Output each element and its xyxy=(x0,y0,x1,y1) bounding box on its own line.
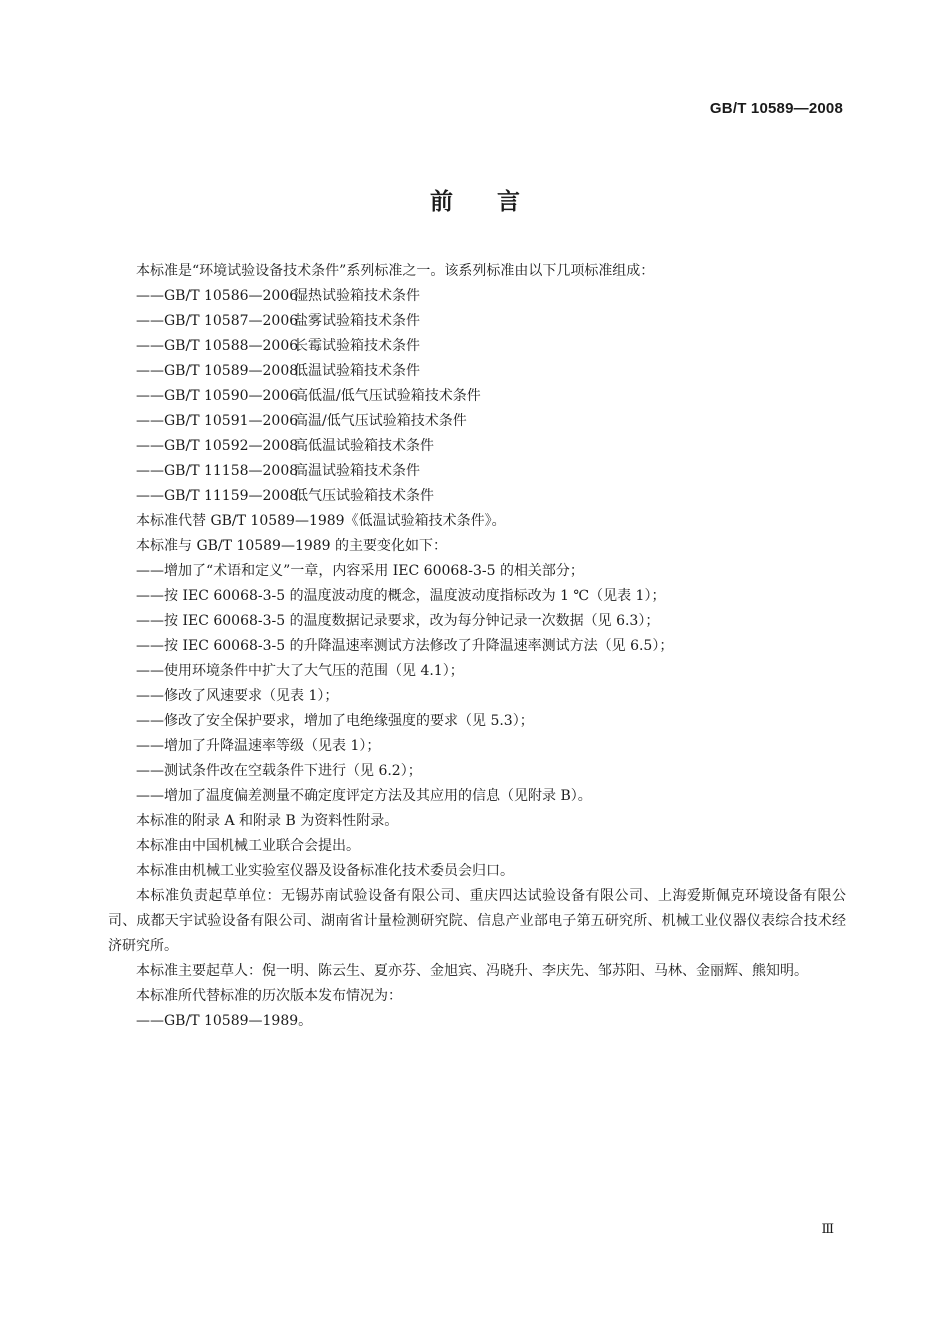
annex-paragraph: 本标准的附录 A 和附录 B 为资料性附录。 xyxy=(136,813,399,829)
standard-name: 湿热试验箱技术条件 xyxy=(294,288,420,304)
replaces-paragraph: 本标准代替 GB/T 10589—1989《低温试验箱技术条件》。 xyxy=(136,513,506,529)
standard-code: ——GB/T 11159—2008 xyxy=(136,488,299,504)
changes-list xyxy=(108,559,846,809)
list-item: ——使用环境条件中扩大了大气压的范围（见 4.1）； xyxy=(136,663,464,679)
proposed-paragraph: 本标准由中国机械工业联合会提出。 xyxy=(136,838,360,854)
list-item xyxy=(108,359,846,384)
list-item xyxy=(108,484,846,509)
list-item: ——增加了“术语和定义”一章，内容采用 IEC 60068-3-5 的相关部分； xyxy=(136,563,584,579)
standard-name: 盐雾试验箱技术条件 xyxy=(294,313,420,329)
standard-code: ——GB/T 10588—2006 xyxy=(136,338,299,354)
standard-name: 低气压试验箱技术条件 xyxy=(294,488,434,504)
list-item xyxy=(108,384,846,409)
managed-paragraph: 本标准由机械工业实验室仪器及设备标准化技术委员会归口。 xyxy=(136,863,514,879)
history-list xyxy=(108,1009,846,1034)
standard-name: 长霉试验箱技术条件 xyxy=(294,338,420,354)
standard-name: 高温/低气压试验箱技术条件 xyxy=(294,413,467,429)
standard-code: ——GB/T 10592—2008 xyxy=(136,438,299,454)
series-list xyxy=(108,284,846,509)
standard-name: 低温试验箱技术条件 xyxy=(294,363,420,379)
list-item xyxy=(108,284,846,309)
standard-name: 高温试验箱技术条件 xyxy=(294,463,420,479)
list-item: ——增加了温度偏差测量不确定度评定方法及其应用的信息（见附录 B）。 xyxy=(136,788,592,804)
page-title: 前言 xyxy=(430,189,564,215)
list-item xyxy=(108,434,846,459)
foreword-content xyxy=(108,259,846,1034)
list-item xyxy=(108,334,846,359)
list-item: ——修改了安全保护要求，增加了电绝缘强度的要求（见 5.3）； xyxy=(136,713,534,729)
standard-code: ——GB/T 11158—2008 xyxy=(136,463,299,479)
drafting-units-paragraph: 本标准负责起草单位：无锡苏南试验设备有限公司、重庆四达试验设备有限公司、上海爱斯佩克环境设备有限公司、成都天宇试验设备有限公司、湖南省计量检测研究院、信息产业部电子第五研究所、机械工业仪器仪表综合技术经济研究所。 xyxy=(108,888,846,954)
list-item: ——GB/T 10589—1989。 xyxy=(136,1013,313,1029)
list-item: ——修改了风速要求（见表 1）； xyxy=(136,688,339,704)
list-item: ——测试条件改在空载条件下进行（见 6.2）； xyxy=(136,763,422,779)
list-item: ——增加了升降温速率等级（见表 1）； xyxy=(136,738,381,754)
standard-code: ——GB/T 10587—2006 xyxy=(136,313,299,329)
list-item xyxy=(108,409,846,434)
standard-code: ——GB/T 10589—2008 xyxy=(136,363,299,379)
page-number: Ⅲ xyxy=(821,1222,834,1237)
list-item: ——按 IEC 60068-3-5 的温度波动度的概念，温度波动度指标改为 1 ℃（见表 1）； xyxy=(136,588,666,604)
list-item: ——按 IEC 60068-3-5 的温度数据记录要求，改为每分钟记录一次数据（见 6.3）； xyxy=(136,613,660,629)
changes-intro: 本标准与 GB/T 10589—1989 的主要变化如下： xyxy=(136,538,448,554)
standard-code: ——GB/T 10586—2006 xyxy=(136,288,299,304)
list-item xyxy=(108,309,846,334)
list-item: ——按 IEC 60068-3-5 的升降温速率测试方法修改了升降温速率测试方法（见 6.5）； xyxy=(136,638,674,654)
list-item xyxy=(108,459,846,484)
standard-code: ——GB/T 10590—2006 xyxy=(136,388,299,404)
standard-name: 高低温试验箱技术条件 xyxy=(294,438,434,454)
standard-name: 高低温/低气压试验箱技术条件 xyxy=(294,388,481,404)
std-number-header: GB/T 10589—2008 xyxy=(709,100,843,117)
standard-code: ——GB/T 10591—2006 xyxy=(136,413,299,429)
intro-paragraph: 本标准是“环境试验设备技术条件”系列标准之一。该系列标准由以下几项标准组成： xyxy=(136,263,655,279)
drafters-paragraph: 本标准主要起草人：倪一明、陈云生、夏亦芬、金旭宾、冯晓升、李庆先、邹苏阳、马林、金丽辉、熊知明。 xyxy=(136,963,808,979)
history-intro: 本标准所代替标准的历次版本发布情况为： xyxy=(136,988,402,1004)
